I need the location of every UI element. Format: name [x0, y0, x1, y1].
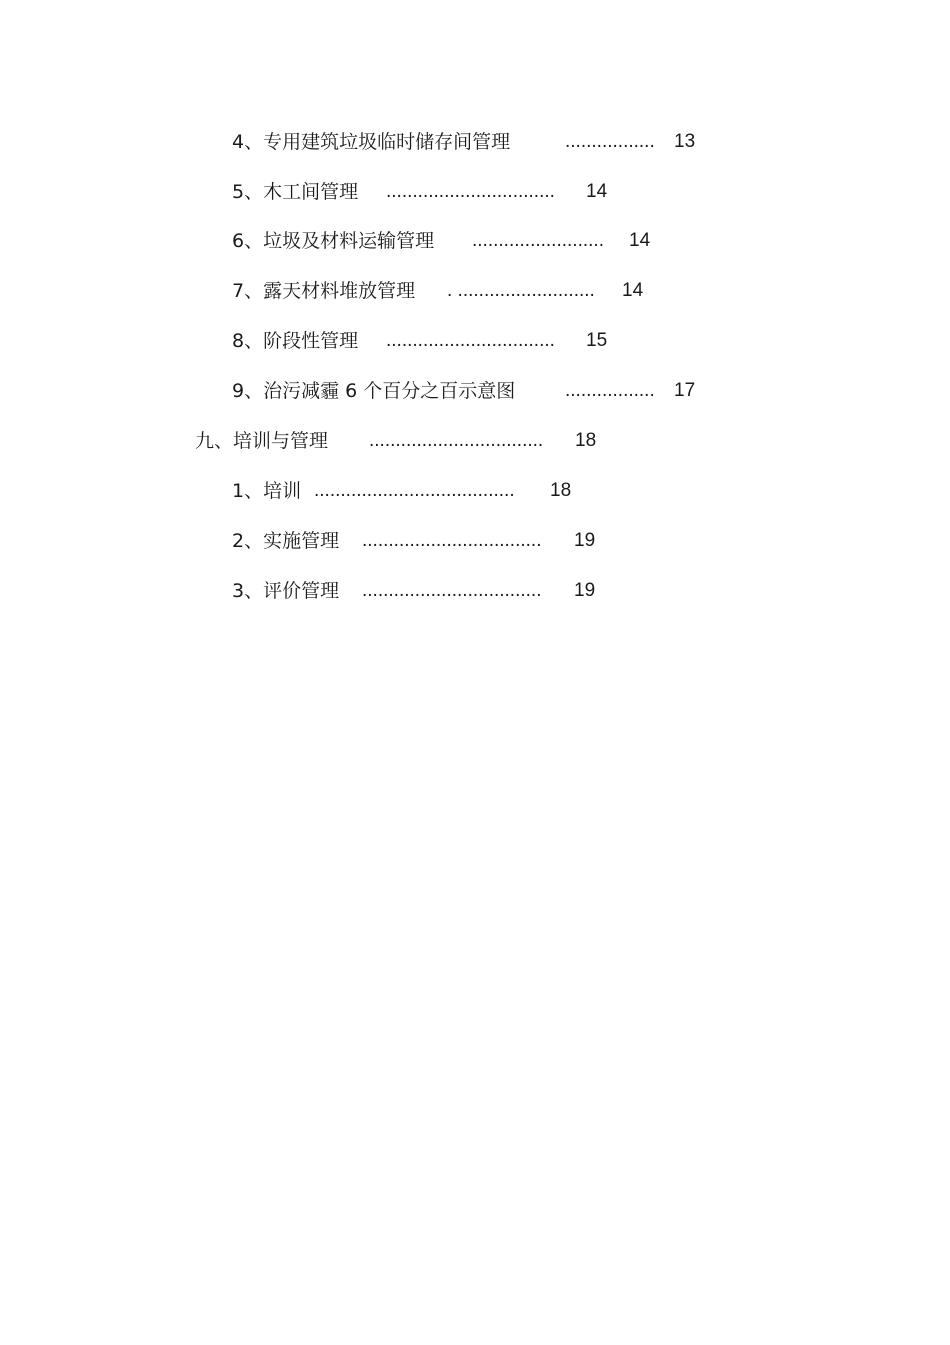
toc-entry[interactable]	[232, 229, 651, 253]
toc-entry-number: 7、	[232, 280, 264, 302]
toc-entry-title: 木工间管理	[263, 181, 359, 203]
toc-entry-title: 培训与管理	[233, 430, 329, 452]
toc-entry-number: 8、	[232, 330, 264, 352]
toc-entry-title: 阶段性管理	[263, 330, 359, 352]
toc-entry-page-number: 14	[629, 230, 651, 251]
toc-entry[interactable]	[232, 279, 644, 303]
toc-entry-page-number: 18	[550, 480, 572, 501]
toc-entry-page-number: 14	[586, 181, 608, 202]
toc-entry-number: 1、	[232, 480, 264, 502]
toc-entry-title: 实施管理	[263, 530, 340, 552]
toc-entry[interactable]	[232, 180, 608, 204]
toc-entry-number: 9、	[232, 380, 264, 402]
toc-entry-leader: .................	[565, 131, 655, 152]
toc-entry[interactable]	[232, 529, 596, 553]
toc-entry-title: 培训	[263, 480, 302, 502]
toc-entry-page-number: 17	[674, 380, 696, 401]
toc-entry-number: 2、	[232, 530, 264, 552]
toc-entry-leader: .................................	[369, 430, 544, 451]
toc-entry-page-number: 19	[574, 580, 596, 601]
toc-entry[interactable]	[232, 379, 696, 403]
toc-entry-number: 九、	[195, 430, 234, 452]
toc-entry-leader: . ..........................	[447, 280, 595, 301]
toc-entry-title: 评价管理	[263, 580, 340, 602]
toc-entry[interactable]	[232, 579, 596, 603]
toc-entry-page-number: 15	[586, 330, 608, 351]
toc-entry-leader: .........................	[472, 230, 604, 251]
toc-entry-chapter[interactable]	[195, 429, 597, 453]
toc-entry-number: 6、	[232, 230, 264, 252]
toc-entry-page-number: 14	[622, 280, 644, 301]
toc-entry-title: 露天材料堆放管理	[263, 280, 416, 302]
toc-entry[interactable]	[232, 479, 572, 503]
toc-entry-page-number: 18	[575, 430, 597, 451]
toc-entry-leader: ................................	[386, 181, 555, 202]
toc-entry-page-number: 13	[674, 131, 696, 152]
toc-entry[interactable]	[232, 329, 608, 353]
toc-entry-title: 垃圾及材料运输管理	[263, 230, 435, 252]
toc-entry-number: 5、	[232, 181, 264, 203]
toc-entry-title: 专用建筑垃圾临时储存间管理	[263, 131, 511, 153]
toc-entry-leader: ..................................	[362, 580, 542, 601]
toc-entry-leader: ................................	[386, 330, 555, 351]
toc-entry-leader: ......................................	[314, 480, 515, 501]
toc-entry-number: 3、	[232, 580, 264, 602]
toc-entry-leader: .................	[565, 380, 655, 401]
toc-entry-number: 4、	[232, 131, 264, 153]
toc-entry-title: 治污减霾 6 个百分之百示意图	[263, 380, 516, 402]
toc-entry[interactable]	[232, 130, 696, 154]
toc-entry-leader: ..................................	[362, 530, 542, 551]
toc-entry-page-number: 19	[574, 530, 596, 551]
